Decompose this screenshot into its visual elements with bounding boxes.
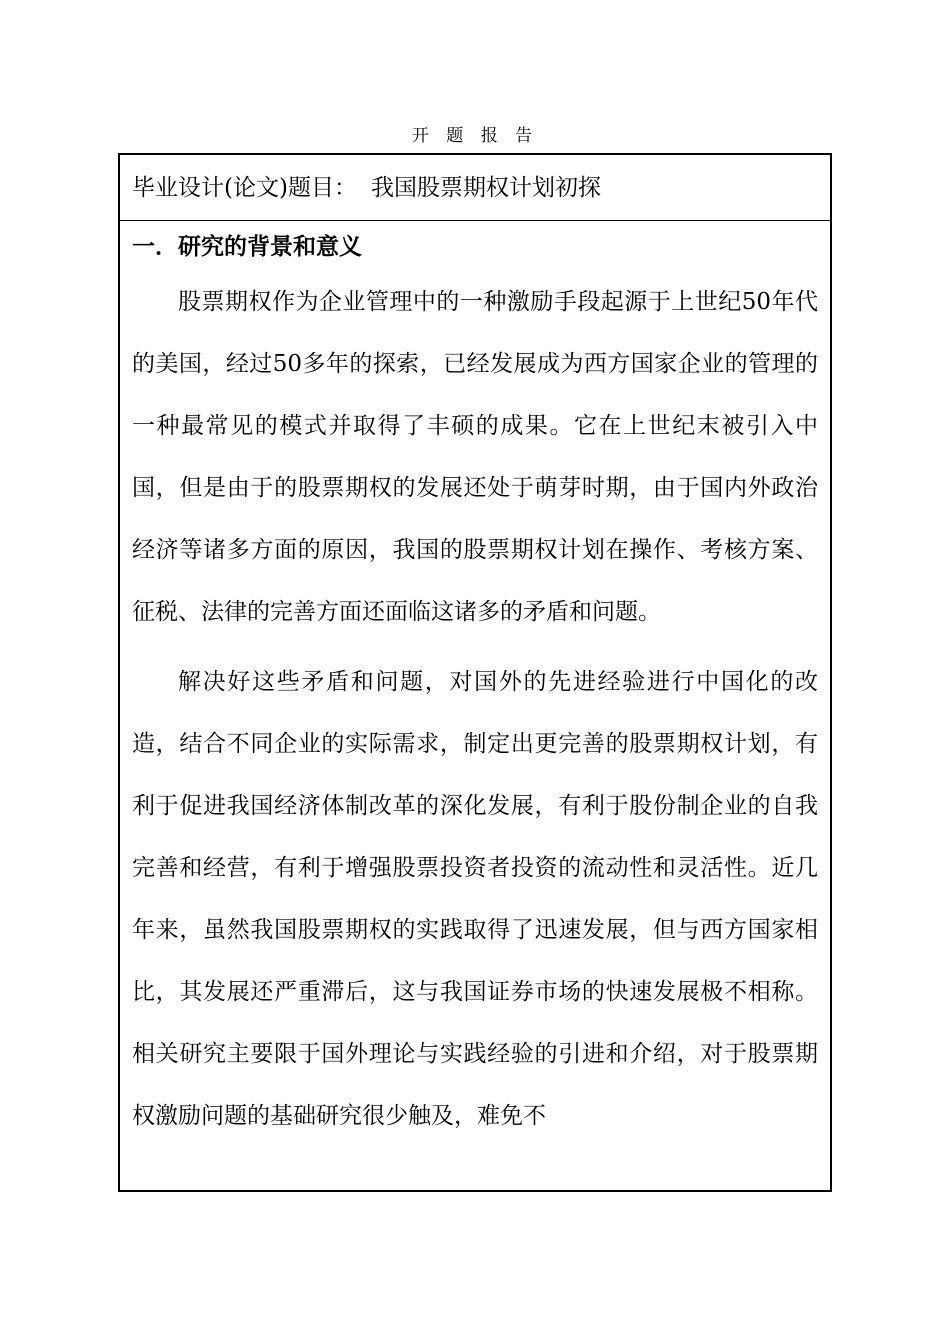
background-section [120, 221, 830, 1147]
body-paragraph-1: 股票期权作为企业管理中的一种激励手段起源于上世纪50年代的美国，经过50多年的探索，已经发展成为西方国家企业的管理的一种最常见的模式并取得了丰硕的成果。它在上世纪末被引入中国，但是由于的股票期权的发展还处于萌芽时期，由于国内外政治经济等诸多方面的原因，我国的股票期权计划在操作、考核方案、征税、法律的完善方面还面临这诸多的矛盾和问题。 [132, 289, 818, 625]
thesis-title-value: 我国股票期权计划初探 [370, 174, 601, 201]
thesis-title-row [120, 155, 830, 221]
thesis-title-label: 毕业设计(论文)题目： [132, 174, 357, 201]
report-header: 开 题 报 告 [411, 126, 539, 146]
section-heading: 一．研究的背景和意义 [132, 234, 362, 260]
body-paragraph-2: 解决好这些矛盾和问题，对国外的先进经验进行中国化的改造，结合不同企业的实际需求，制定出更完善的股票期权计划，有利于促进我国经济体制改革的深化发展，有利于股份制企业的自我完善和经营，有利于增强股票投资者投资的流动性和灵活性。近几年来，虽然我国股票期权的实践取得了迅速发展，但与西方国家相比，其发展还严重滞后，这与我国证券市场的快速发展极不相称。相关研究主要限于国外理论与实践经验的引进和介绍，对于股票期权激励问题的基础研究很少触及，难免不 [132, 669, 818, 1129]
proposal-form-table [118, 153, 832, 1192]
